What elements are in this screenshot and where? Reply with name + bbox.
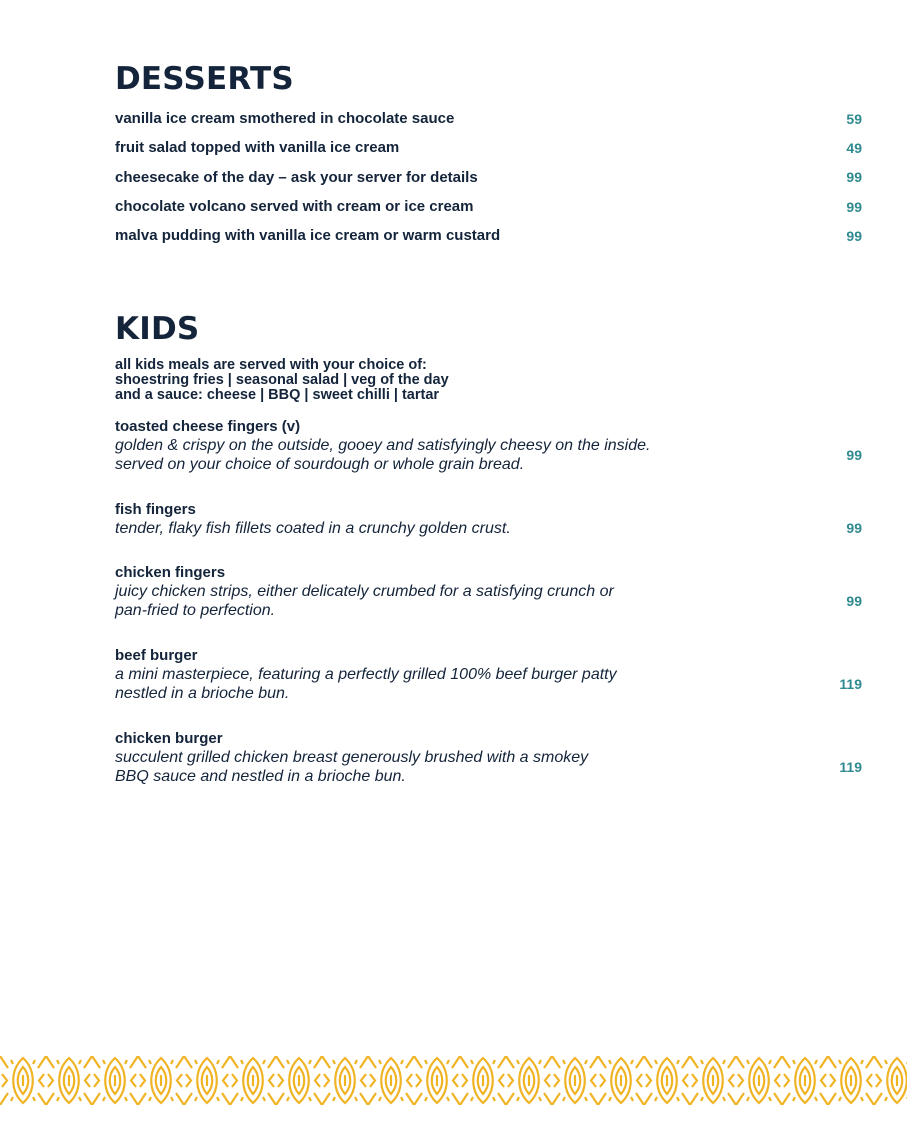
dessert-price: 99 (846, 169, 862, 186)
dessert-price: 49 (846, 139, 862, 156)
kids-item-desc-line: BBQ sauce and nestled in a brioche bun. (115, 768, 406, 786)
desserts-list (115, 104, 862, 250)
kids-item-text (115, 646, 775, 703)
dessert-name: cheesecake of the day – ask your server for details (115, 168, 478, 186)
dessert-name: chocolate volcano served with cream or ice cream (115, 198, 474, 216)
kids-item-desc-line: nestled in a brioche bun. (115, 685, 290, 703)
menu-page (115, 60, 862, 786)
dessert-price: 59 (846, 110, 862, 127)
kids-item-price: 119 (839, 675, 862, 692)
kids-item-text (115, 729, 775, 786)
kids-item-price: 99 (846, 592, 862, 609)
kids-item-desc-line: pan-fried to perfection. (115, 602, 276, 620)
kids-item (115, 500, 862, 538)
dessert-item (115, 221, 862, 250)
kids-intro-line: shoestring fries | seasonal salad | veg of the day (115, 372, 449, 389)
kids-item-desc-line: tender, flaky fish fillets coated in a crunchy golden crust. (115, 520, 511, 538)
kids-item (115, 563, 862, 620)
kids-intro-line: all kids meals are served with your choice of: (115, 357, 427, 374)
kids-item-desc-line: juicy chicken strips, either delicately crumbed for a satisfying crunch or (115, 583, 614, 601)
dessert-price: 99 (846, 227, 862, 244)
diamond-pattern-icon (0, 1056, 907, 1105)
kids-item-price: 99 (846, 520, 862, 537)
kids-item-name: fish fingers (115, 501, 196, 519)
kids-title: KIDS (115, 311, 200, 348)
kids-item (115, 646, 862, 703)
kids-item-desc-line: golden & crispy on the outside, gooey and satisfyingly cheesy on the inside. (115, 437, 651, 455)
kids-intro-line: and a sauce: cheese | BBQ | sweet chilli | tartar (115, 387, 440, 404)
dessert-name: malva pudding with vanilla ice cream or warm custard (115, 227, 501, 245)
kids-item-name: chicken burger (115, 730, 223, 748)
kids-item (115, 729, 862, 786)
kids-item-text (115, 417, 775, 474)
kids-item-description (115, 748, 775, 786)
dessert-item (115, 192, 862, 221)
kids-item-description (115, 436, 775, 474)
dessert-item (115, 133, 862, 162)
dessert-item (115, 104, 862, 133)
decorative-pattern-border (0, 1056, 907, 1105)
kids-section (115, 310, 862, 786)
kids-item-description (115, 519, 775, 538)
kids-item-text (115, 500, 775, 538)
kids-item-desc-line: served on your choice of sourdough or whole grain bread. (115, 456, 525, 474)
dessert-item (115, 163, 862, 192)
kids-item-name: toasted cheese fingers (v) (115, 418, 301, 436)
kids-item-price: 119 (839, 758, 862, 775)
kids-item-desc-line: a mini masterpiece, featuring a perfectly grilled 100% beef burger patty (115, 666, 617, 684)
dessert-name: fruit salad topped with vanilla ice cream (115, 139, 400, 157)
kids-item-description (115, 665, 775, 703)
dessert-price: 99 (846, 198, 862, 215)
kids-item-price: 99 (846, 446, 862, 463)
kids-intro (115, 358, 862, 403)
kids-item-text (115, 563, 775, 620)
kids-item-desc-line: succulent grilled chicken breast generously brushed with a smokey (115, 749, 589, 767)
kids-item-name: beef burger (115, 647, 198, 665)
dessert-name: vanilla ice cream smothered in chocolate sauce (115, 110, 455, 128)
kids-item-description (115, 582, 775, 620)
kids-item-name: chicken fingers (115, 564, 226, 582)
desserts-title: DESSERTS (115, 61, 294, 97)
kids-item (115, 417, 862, 474)
